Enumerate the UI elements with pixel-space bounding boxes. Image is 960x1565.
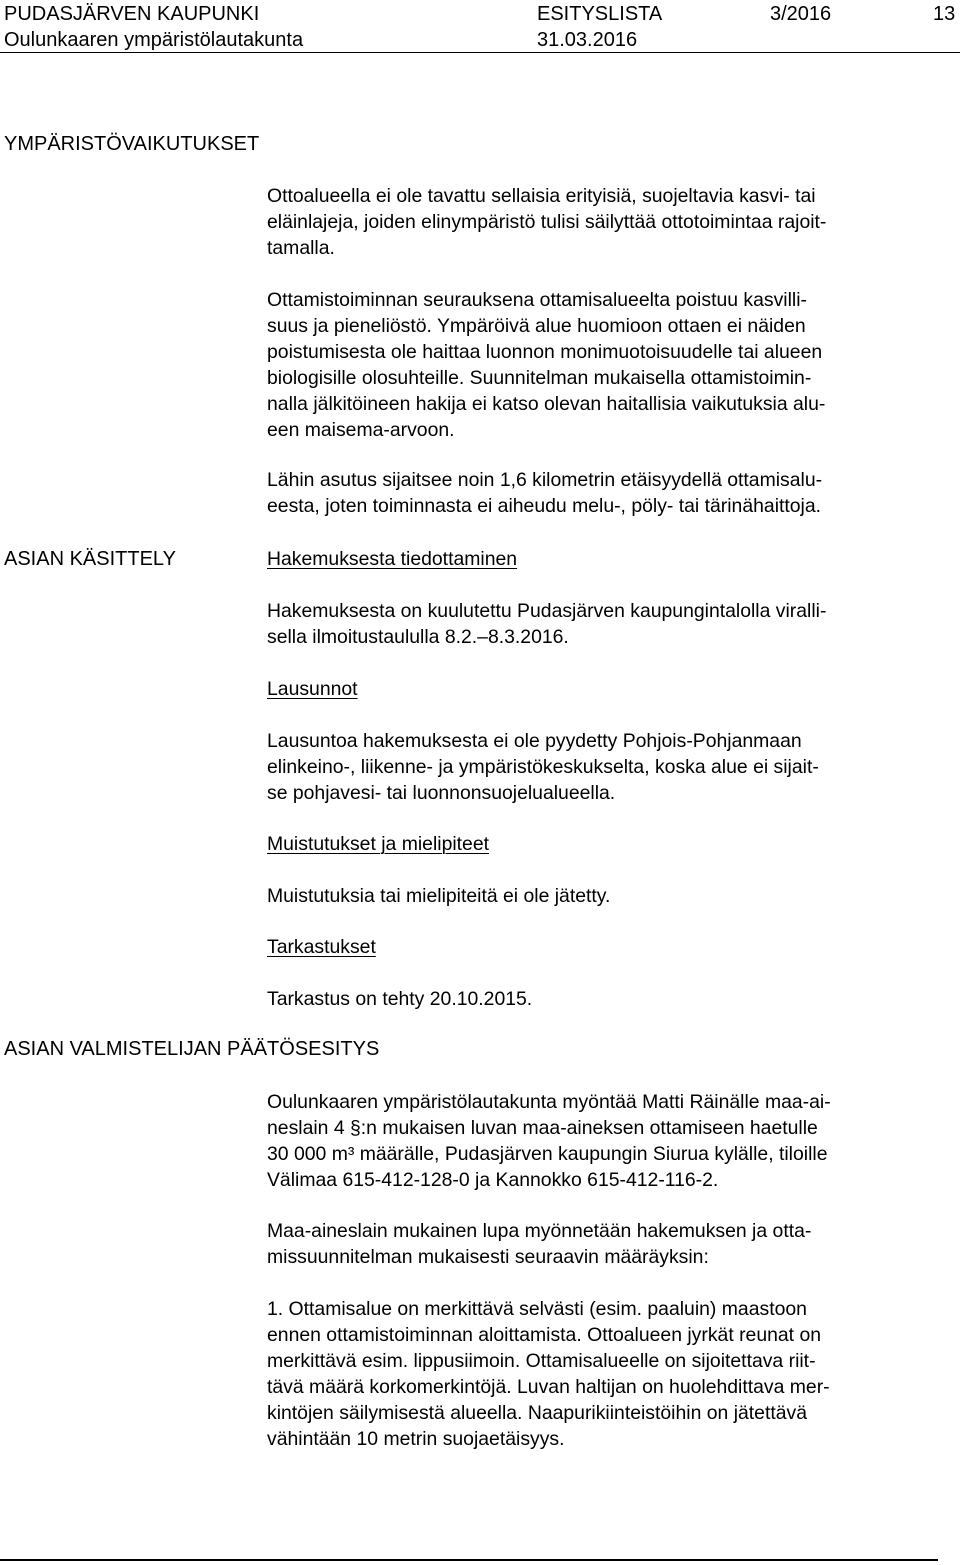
environmental-paragraph-3 xyxy=(267,467,927,519)
text-line: Ottoalueella ei ole tavattu sellaisia erityisiä, suojeltavia kasvi- tai xyxy=(267,185,816,207)
text-line: ennen ottamistoiminnan aloittamista. Ottoalueen jyrkät reunat on xyxy=(267,1324,822,1346)
text-line: Maa-aineslain mukainen lupa myönnetään hakemuksen ja otta- xyxy=(267,1220,812,1242)
environmental-paragraph-1 xyxy=(267,183,927,261)
subheading-statements: Lausunnot xyxy=(267,678,358,700)
inspections-paragraph xyxy=(267,986,927,1012)
header-number: 3/2016 xyxy=(770,3,832,25)
footer-divider xyxy=(0,1559,938,1561)
text-line: Muistutuksia tai mielipiteitä ei ole jätetty. xyxy=(267,885,611,907)
text-line: nalla jälkitöineen hakija ei katso olevan haitallisia vaikutuksia alu- xyxy=(267,393,826,415)
text-line: een maisema-arvoon. xyxy=(267,419,455,441)
section-heading-proposal: ASIAN VALMISTELIJAN PÄÄTÖSESITYS xyxy=(4,1038,380,1060)
text-line: Lausuntoa hakemuksesta ei ole pyydetty Pohjois-Pohjanmaan xyxy=(267,730,802,752)
subheading-inspections: Tarkastukset xyxy=(267,936,376,958)
header-org: PUDASJÄRVEN KAUPUNKI xyxy=(4,3,260,25)
text-line: eesta, joten toiminnasta ei aiheudu melu-, pöly- tai tärinähaittoja. xyxy=(267,495,822,517)
header-doc-type: ESITYSLISTA xyxy=(537,3,663,25)
text-line: 30 000 m³ määrälle, Pudasjärven kaupungin Siurua kylälle, tiloille xyxy=(267,1143,828,1165)
header-board: Oulunkaaren ympäristölautakunta xyxy=(4,29,304,51)
text-line: merkittävä esim. lippusiimoin. Ottamisalueelle on sijoitettava riit- xyxy=(267,1350,816,1372)
text-line: kintöjen säilymisestä alueella. Naapurikiinteistöihin on jätettävä xyxy=(267,1402,808,1424)
text-line: Lähin asutus sijaitsee noin 1,6 kilometrin etäisyydellä ottamisalu- xyxy=(267,469,823,491)
inspections-subheading xyxy=(267,934,927,960)
text-line: poistumisesta ole haittaa luonnon monimuotoisuudelle tai alueen xyxy=(267,341,823,363)
proposal-paragraph-2 xyxy=(267,1218,927,1270)
text-line: eläinlajeja, joiden elinympäristö tulisi säilyttää ottotoimintaa rajoit- xyxy=(267,211,827,233)
text-line: Tarkastus on tehty 20.10.2015. xyxy=(267,988,533,1010)
notice-subheading xyxy=(267,546,927,572)
text-line: sella ilmoitustaululla 8.2.–8.3.2016. xyxy=(267,626,569,648)
text-line: neslain 4 §:n mukaisen luvan maa-aineksen ottamiseen haetulle xyxy=(267,1117,818,1139)
subheading-objections: Muistutukset ja mielipiteet xyxy=(267,833,490,855)
subheading-notice: Hakemuksesta tiedottaminen xyxy=(267,548,518,570)
text-line: Välimaa 615-412-128-0 ja Kannokko 615-412-116-2. xyxy=(267,1169,719,1191)
notice-paragraph xyxy=(267,598,927,650)
header-divider xyxy=(0,52,960,53)
text-line: 1. Ottamisalue on merkittävä selvästi (esim. paaluin) maastoon xyxy=(267,1298,807,1320)
statements-paragraph xyxy=(267,728,927,806)
text-line: tävä määrä korkomerkintöjä. Luvan haltijan on huolehdittava mer- xyxy=(267,1376,830,1398)
section-heading-case-handling: ASIAN KÄSITTELY xyxy=(4,548,176,570)
objections-subheading xyxy=(267,831,927,857)
statements-subheading xyxy=(267,676,927,702)
text-line: missuunnitelman mukaisesti seuraavin määräyksin: xyxy=(267,1246,709,1268)
header-date: 31.03.2016 xyxy=(537,29,638,51)
text-line: se pohjavesi- tai luonnonsuojelualueella. xyxy=(267,782,616,804)
proposal-paragraph-1 xyxy=(267,1089,927,1193)
section-heading-environmental-impacts: YMPÄRISTÖVAIKUTUKSET xyxy=(4,133,260,155)
header-page-number: 13 xyxy=(933,3,956,25)
environmental-paragraph-2 xyxy=(267,287,927,443)
objections-paragraph xyxy=(267,883,927,909)
text-line: vähintään 10 metrin suojaetäisyys. xyxy=(267,1428,565,1450)
text-line: elinkeino-, liikenne- ja ympäristökeskukselta, koska alue ei sijait- xyxy=(267,756,819,778)
text-line: biologisille olosuhteille. Suunnitelman mukaisella ottamistoimin- xyxy=(267,367,812,389)
text-line: Oulunkaaren ympäristölautakunta myöntää Matti Räinälle maa-ai- xyxy=(267,1091,831,1113)
text-line: suus ja pieneliöstö. Ympäröivä alue huomioon ottaen ei näiden xyxy=(267,315,806,337)
proposal-condition-1 xyxy=(267,1296,927,1452)
text-line: Ottamistoiminnan seurauksena ottamisalueelta poistuu kasvilli- xyxy=(267,289,807,311)
text-line: Hakemuksesta on kuulutettu Pudasjärven kaupungintalolla viralli- xyxy=(267,600,827,622)
text-line: tamalla. xyxy=(267,237,335,259)
